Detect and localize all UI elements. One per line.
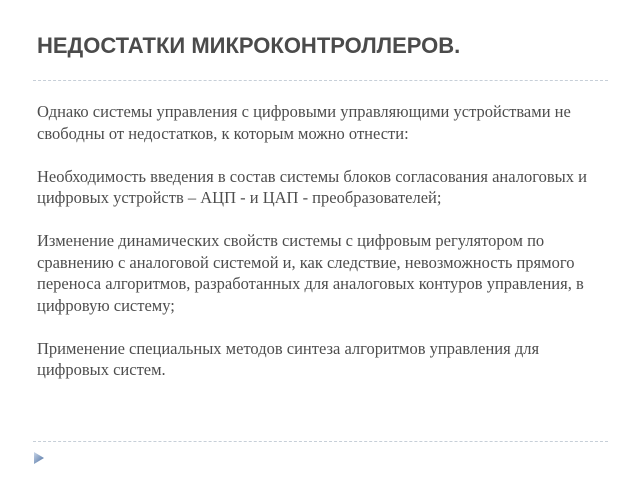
footer-divider <box>33 441 608 442</box>
disadvantage-item-synthesis: Применение специальных методов синтеза алгоритмов управления для цифровых систем. <box>37 338 540 379</box>
disadvantage-item-dynamics: Изменение динамических свойств системы с цифровым регулятором по сравнению с аналоговой системой и, как следствие, невозможность прямого переноса алгоритмов, разработанных для аналоговых контуров управления, в цифровую систему; <box>37 231 584 315</box>
slide-body <box>37 101 612 381</box>
slide-title: НЕДОСТАТКИ МИКРОКОНТРОЛЛЕРОВ. <box>37 33 461 58</box>
triangle-right-icon <box>33 451 45 465</box>
intro-paragraph: Однако системы управления с цифровыми управляющими устройствами не свободны от недостатков, к которым можно отнести: <box>37 102 571 143</box>
title-divider <box>33 80 608 81</box>
disadvantage-item-adc-dac: Необходимость введения в состав системы блоков согласования аналоговых и цифровых устройств – АЦП - и ЦАП - преобразователей; <box>37 166 587 207</box>
